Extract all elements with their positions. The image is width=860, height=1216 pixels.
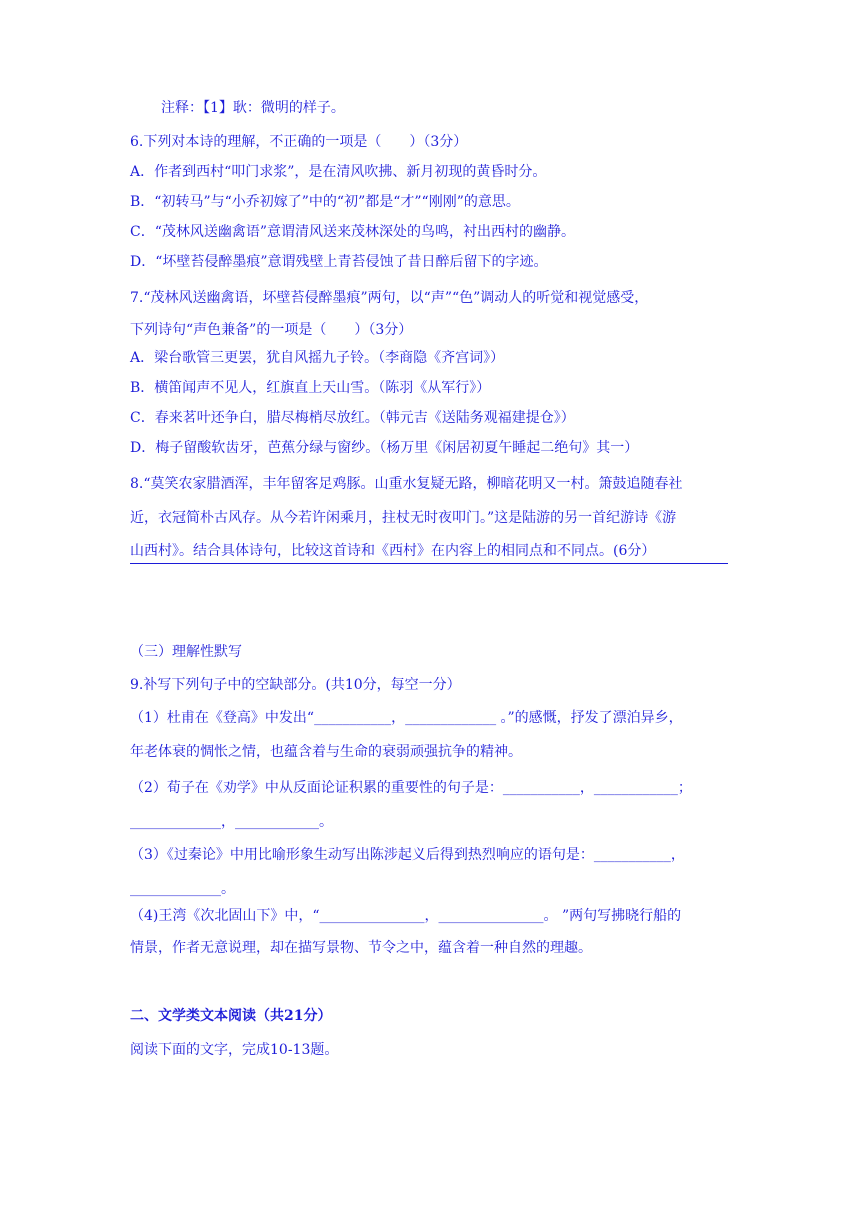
q6-stem: 6.下列对本诗的理解，不正确的一项是（ ）（3分）	[130, 134, 468, 150]
q6-option-a: A．作者到西村“叩门求浆”，是在清风吹拂、新月初现的黄昏时分。	[130, 164, 547, 180]
q8-line-2: 近，衣冠简朴古风存。从今若许闲乘月，拄杖无时夜叩门。”这是陆游的另一首纪游诗《游	[130, 510, 677, 526]
section-heading-dictation: （三）理解性默写	[130, 644, 242, 660]
q9-item-2-line-2: _____________，____________。	[130, 814, 333, 830]
part2-instruction: 阅读下面的文字，完成10-13题。	[130, 1042, 339, 1058]
q6-option-c: C．“茂林风送幽禽语”意谓清风送来茂林深处的鸟鸣，衬出西村的幽静。	[130, 224, 576, 240]
q9-item-1-line-2: 年老体衰的惆怅之情，也蕴含着与生命的衰弱顽强抗争的精神。	[130, 744, 522, 760]
q8-line-3: 山西村》。结合具体诗句，比较这首诗和《西村》在内容上的相同点和不同点。(6分）	[130, 543, 656, 559]
part2-heading: 二、文学类文本阅读（共21分）	[130, 1008, 332, 1024]
q9-item-2-line-1: （2）荀子在《劝学》中从反面论证积累的重要性的句子是：___________，____________；	[130, 780, 692, 796]
q7-option-b: B．横笛闻声不见人，红旗直上天山雪。（陈羽《从军行》）	[130, 380, 491, 396]
q6-option-b: B．“初转马”与“小乔初嫁了”中的“初”都是“才”“刚刚”的意思。	[130, 194, 520, 210]
q7-stem-line-2: 下列诗句“声色兼备”的一项是（ ）（3分）	[130, 322, 413, 338]
q7-stem-line-1: 7.“茂林风送幽禽语，坏壁苔侵醉墨痕”两句，以“声”“色”调动人的听觉和视觉感受，	[130, 290, 649, 306]
answer-line	[130, 563, 728, 564]
annotation-note: 注释：【1】耿：微明的样子。	[161, 100, 345, 116]
q9-item-3-line-1: （3）《过秦论》中用比喻形象生动写出陈涉起义后得到热烈响应的语句是：___________，	[130, 847, 685, 863]
q9-item-1-line-1: （1）杜甫在《登高》中发出“___________，_____________ 。”的感慨，抒发了漂泊异乡，	[130, 710, 683, 726]
q6-option-d: D．“坏壁苔侵醉墨痕”意谓残壁上青苔侵蚀了昔日醉后留下的字迹。	[130, 254, 548, 270]
q7-option-c: C．春来茗叶还争白，腊尽梅梢尽放红。（韩元吉《送陆务观福建提仓》）	[130, 410, 575, 426]
q7-option-a: A．梁台歌管三更罢，犹自风摇九子铃。（李商隐《齐宫词》）	[130, 350, 505, 366]
q9-item-4-line-2: 情景，作者无意说理，却在描写景物、节令之中，蕴含着一种自然的理趣。	[130, 940, 592, 956]
q7-option-d: D．梅子留酸软齿牙，芭蕉分绿与窗纱。（杨万里《闲居初夏午睡起二绝句》其一）	[130, 440, 639, 456]
q9-item-4-line-1: （4)王湾《次北固山下》中，“_______________，_______________。 ”两句写拂晓行船的	[130, 908, 682, 924]
q9-item-3-line-2: _____________。	[130, 881, 235, 897]
q9-stem: 9.补写下列句子中的空缺部分。(共10分，每空一分）	[130, 677, 461, 693]
q8-line-1: 8.“莫笑农家腊酒浑，丰年留客足鸡豚。山重水复疑无路，柳暗花明又一村。箫鼓追随春社	[130, 476, 683, 492]
